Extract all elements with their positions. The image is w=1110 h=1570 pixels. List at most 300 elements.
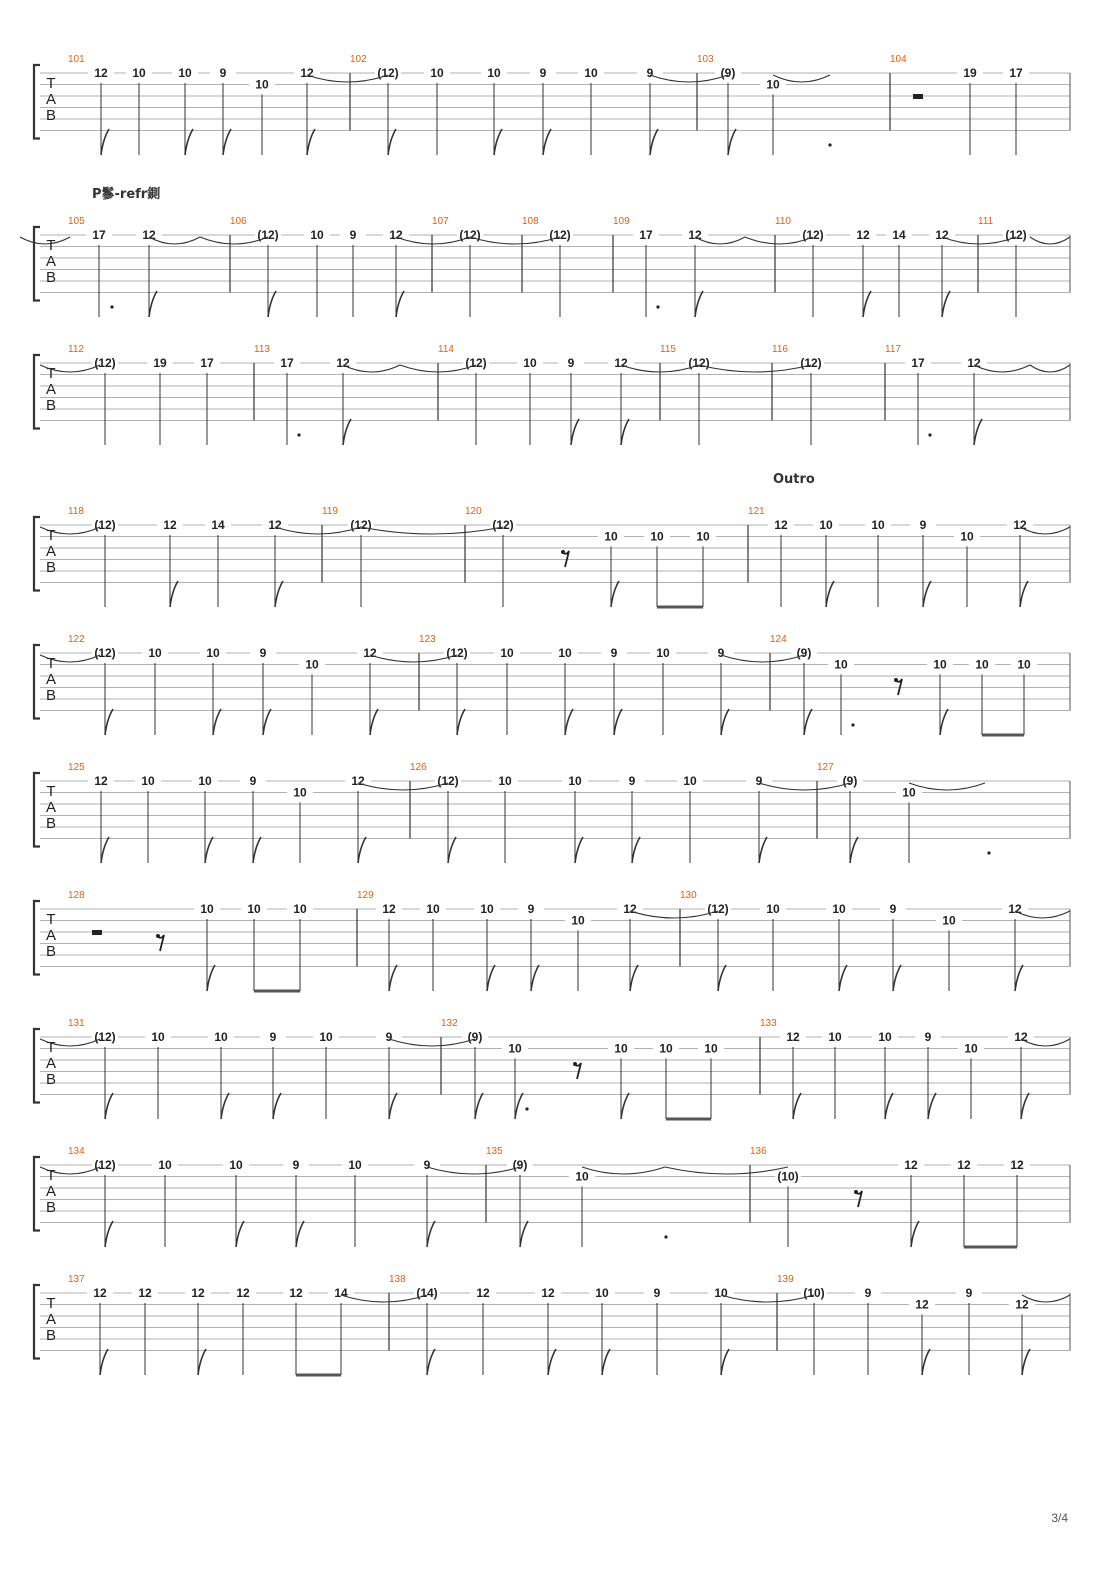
fret-number: 9 <box>249 774 257 788</box>
fret-number: 12 <box>476 1286 490 1300</box>
eighth-flag <box>695 291 703 317</box>
staff-lines <box>40 1037 1070 1095</box>
fret-number: (12) <box>94 518 116 532</box>
eighth-flag <box>207 965 215 991</box>
fret-number: 10 <box>1017 657 1031 672</box>
eighth-flag <box>389 1093 397 1119</box>
fret-number: 10 <box>819 518 833 532</box>
eighth-flag <box>571 419 579 445</box>
tie-arc <box>721 1295 814 1302</box>
fret-number: (12) <box>459 228 481 242</box>
tab-letter-a: A <box>45 91 57 108</box>
eighth-flag <box>370 709 378 735</box>
fret-number: 10 <box>198 774 212 788</box>
measure-number: 104 <box>890 54 907 65</box>
tab-letter-b: B <box>45 1071 57 1088</box>
fret-number: 10 <box>571 913 585 928</box>
measure-number: 102 <box>350 54 367 65</box>
staff-lines <box>40 363 1070 421</box>
fret-number: 14 <box>892 228 906 242</box>
eighth-flag <box>611 581 619 607</box>
measure-number: 106 <box>230 216 247 227</box>
tab-letter-b: B <box>45 269 57 286</box>
fret-number: 12 <box>142 228 156 242</box>
tab-letter-a: A <box>45 1183 57 1200</box>
eighth-flag <box>839 965 847 991</box>
fret-number: 17 <box>92 228 106 242</box>
tab-letter-b: B <box>45 687 57 704</box>
measure-number: 121 <box>748 506 765 517</box>
eighth-flag <box>275 581 283 607</box>
fret-number: 10 <box>659 1041 673 1056</box>
fret-number: (12) <box>377 66 399 80</box>
tab-system-1 <box>0 50 1110 170</box>
fret-number: (12) <box>802 228 824 242</box>
staff-bracket <box>34 227 40 301</box>
tie-arc <box>1030 365 1070 372</box>
eighth-flag <box>793 1093 801 1119</box>
fret-number: 10 <box>305 657 319 672</box>
section-label-outro: Outro <box>773 472 815 487</box>
eighth-flag <box>974 419 982 445</box>
eighth-flag <box>850 837 858 863</box>
eighth-flag <box>1020 581 1028 607</box>
fret-number: (12) <box>688 356 710 370</box>
fret-number: 10 <box>487 66 501 80</box>
tab-system-6 <box>0 758 1110 878</box>
fret-number: (12) <box>437 774 459 788</box>
measure-number: 126 <box>410 762 427 773</box>
fret-number: 10 <box>132 66 146 80</box>
measure-number: 122 <box>68 634 85 645</box>
tab-letter-b: B <box>45 943 57 960</box>
tab-letter-b: B <box>45 107 57 124</box>
fret-number: 10 <box>704 1041 718 1056</box>
eighth-flag <box>1021 1093 1029 1119</box>
fret-number: 10 <box>964 1041 978 1056</box>
tie-arc <box>1030 237 1070 244</box>
fret-number: 12 <box>614 356 628 370</box>
eighth-flag <box>236 1221 244 1247</box>
fret-number: 12 <box>236 1286 250 1300</box>
staff-lines <box>40 235 1070 293</box>
fret-number: (12) <box>492 518 514 532</box>
tab-letter-b: B <box>45 397 57 414</box>
eighth-flag <box>922 1349 930 1375</box>
tie-arc <box>370 655 457 662</box>
measure-number: 111 <box>978 216 994 227</box>
fret-number: (10) <box>803 1286 825 1300</box>
measure-number: 120 <box>465 506 482 517</box>
fret-number: 10 <box>650 529 664 544</box>
fret-number: 10 <box>878 1030 892 1044</box>
staff-lines <box>40 525 1070 583</box>
fret-number: 12 <box>1008 902 1022 916</box>
fret-number: 14 <box>334 1286 348 1300</box>
eighth-flag <box>1022 1349 1030 1375</box>
eighth-flag <box>515 1093 523 1119</box>
fret-number: 12 <box>1010 1158 1024 1172</box>
eighth-flag <box>826 581 834 607</box>
fret-number: 17 <box>911 356 925 370</box>
fret-number: (12) <box>257 228 279 242</box>
measure-number: 134 <box>68 1146 85 1157</box>
fret-number: 12 <box>1014 1030 1028 1044</box>
fret-number: 10 <box>614 1041 628 1056</box>
tab-letter-a: A <box>45 799 57 816</box>
fret-number: 12 <box>163 518 177 532</box>
eighth-flag <box>721 709 729 735</box>
fret-number: 9 <box>259 646 267 660</box>
measure-number: 112 <box>68 344 84 355</box>
fret-number: 10 <box>558 646 572 660</box>
tab-letter-t: T <box>46 1167 56 1184</box>
tab-system-2 <box>0 212 1110 332</box>
fret-number: 10 <box>426 902 440 916</box>
eighth-flag <box>721 1349 729 1375</box>
eighth-flag <box>602 1349 610 1375</box>
staff-bracket <box>34 355 40 429</box>
fret-number: 12 <box>957 1158 971 1172</box>
fret-number: (12) <box>94 1158 116 1172</box>
fret-number: 10 <box>293 902 307 916</box>
fret-number: 12 <box>300 66 314 80</box>
eighth-flag <box>149 291 157 317</box>
eighth-flag <box>804 709 812 735</box>
tab-letter-t: T <box>46 1295 56 1312</box>
tab-letter-a: A <box>45 1055 57 1072</box>
fret-number: 10 <box>178 66 192 80</box>
eighth-flag <box>863 291 871 317</box>
fret-number: 10 <box>714 1286 728 1300</box>
fret-number: (9) <box>512 1158 528 1172</box>
measure-number: 110 <box>775 216 791 227</box>
tab-letter-b: B <box>45 1327 57 1344</box>
measure-number: 123 <box>419 634 436 645</box>
fret-number: 10 <box>871 518 885 532</box>
fret-number: 12 <box>1013 518 1027 532</box>
fret-number: 10 <box>508 1041 522 1056</box>
fret-number: 10 <box>975 657 989 672</box>
eighth-flag <box>448 837 456 863</box>
measure-number: 103 <box>697 54 714 65</box>
fret-number: 10 <box>158 1158 172 1172</box>
fret-number: 9 <box>646 66 654 80</box>
fret-number: 12 <box>289 1286 303 1300</box>
fret-number: (10) <box>777 1169 799 1184</box>
fret-number: 10 <box>255 77 269 92</box>
tab-letter-t: T <box>46 1039 56 1056</box>
measure-number: 124 <box>770 634 787 645</box>
eighth-flag <box>427 1221 435 1247</box>
eighth-flag <box>650 129 658 155</box>
measure-number: 119 <box>322 506 338 517</box>
fret-number: 10 <box>348 1158 362 1172</box>
eighth-flag <box>942 291 950 317</box>
rhythm-dot <box>525 1107 528 1110</box>
eighth-flag <box>531 965 539 991</box>
fret-number: 9 <box>919 518 927 532</box>
fret-number: 10 <box>942 913 956 928</box>
fret-number: 10 <box>696 529 710 544</box>
fret-number: 10 <box>500 646 514 660</box>
eighth-flag <box>223 129 231 155</box>
staff-bracket <box>34 645 40 719</box>
staff-bracket <box>34 901 40 975</box>
tab-letter-t: T <box>46 237 56 254</box>
fret-number: 12 <box>138 1286 152 1300</box>
tie-arc <box>699 365 811 372</box>
eighth-flag <box>575 837 583 863</box>
fret-number: 12 <box>351 774 365 788</box>
fret-number: 12 <box>389 228 403 242</box>
staff-bracket <box>34 517 40 591</box>
staff-lines <box>40 653 1070 711</box>
fret-number: 19 <box>153 356 167 370</box>
staff-bracket <box>34 1029 40 1103</box>
fret-number: 12 <box>541 1286 555 1300</box>
measure-number: 117 <box>885 344 901 355</box>
fret-number: 12 <box>915 1297 929 1312</box>
eighth-flag <box>923 581 931 607</box>
eighth-flag <box>718 965 726 991</box>
fret-number: 10 <box>568 774 582 788</box>
rhythm-dot <box>987 851 990 854</box>
fret-number: 17 <box>639 228 653 242</box>
eighth-flag <box>548 1349 556 1375</box>
fret-number: 10 <box>584 66 598 80</box>
half-rest <box>913 94 923 99</box>
fret-number: (12) <box>1005 228 1027 242</box>
eighth-flag <box>621 1093 629 1119</box>
fret-number: (12) <box>465 356 487 370</box>
eighth-flag <box>621 419 629 445</box>
tie-arc <box>665 1167 788 1174</box>
eighth-flag <box>343 419 351 445</box>
fret-number: 9 <box>385 1030 393 1044</box>
fret-number: 9 <box>349 228 357 242</box>
eighth-flag <box>273 1093 281 1119</box>
measure-number: 109 <box>613 216 630 227</box>
eighth-flag <box>885 1093 893 1119</box>
fret-number: 12 <box>94 66 108 80</box>
measure-number: 107 <box>432 216 449 227</box>
eighth-flag <box>520 1221 528 1247</box>
staff-bracket <box>34 1157 40 1231</box>
fret-number: 10 <box>656 646 670 660</box>
tie-arc <box>427 1167 520 1174</box>
eighth-flag <box>565 709 573 735</box>
staff-bracket <box>34 65 40 139</box>
fret-number: 10 <box>523 356 537 370</box>
tab-system-4 <box>0 502 1110 622</box>
rhythm-dot <box>297 433 300 436</box>
measure-number: 133 <box>760 1018 777 1029</box>
eighth-flag <box>494 129 502 155</box>
eighth-flag <box>632 837 640 863</box>
tab-letter-a: A <box>45 927 57 944</box>
eighth-flag <box>389 965 397 991</box>
fret-number: 12 <box>688 228 702 242</box>
fret-number: (14) <box>416 1286 438 1300</box>
tie-arc <box>759 783 850 790</box>
fret-number: 9 <box>423 1158 431 1172</box>
fret-number: 10 <box>247 902 261 916</box>
fret-number: 19 <box>963 66 977 80</box>
eighth-flag <box>213 709 221 735</box>
fret-number: 10 <box>575 1169 589 1184</box>
fret-number: (9) <box>467 1030 483 1044</box>
staff-lines <box>40 909 1070 967</box>
fret-number: 10 <box>766 77 780 92</box>
fret-number: 14 <box>211 518 225 532</box>
fret-number: 10 <box>214 1030 228 1044</box>
tab-system-7 <box>0 886 1110 1006</box>
fret-number: 12 <box>856 228 870 242</box>
eighth-flag <box>630 965 638 991</box>
staff-bracket <box>34 773 40 847</box>
fret-number: 12 <box>382 902 396 916</box>
eighth-flag <box>427 1349 435 1375</box>
fret-number: 9 <box>653 1286 661 1300</box>
fret-number: 9 <box>539 66 547 80</box>
fret-number: 10 <box>148 646 162 660</box>
measure-number: 114 <box>438 344 454 355</box>
fret-number: 9 <box>610 646 618 660</box>
fret-number: 9 <box>924 1030 932 1044</box>
eighth-flag <box>543 129 551 155</box>
fret-number: 12 <box>268 518 282 532</box>
fret-number: 12 <box>623 902 637 916</box>
fret-number: 12 <box>336 356 350 370</box>
eighth-flag <box>101 129 109 155</box>
tab-system-3 <box>0 340 1110 460</box>
measure-number: 136 <box>750 1146 767 1157</box>
measure-number: 125 <box>68 762 85 773</box>
tab-system-10 <box>0 1270 1110 1390</box>
eighth-flag <box>759 837 767 863</box>
fret-number: 9 <box>527 902 535 916</box>
fret-number: 9 <box>755 774 763 788</box>
eighth-flag <box>928 1093 936 1119</box>
tab-letter-t: T <box>46 365 56 382</box>
fret-number: 12 <box>786 1030 800 1044</box>
fret-number: 17 <box>1009 66 1023 80</box>
measure-number: 116 <box>772 344 788 355</box>
fret-number: 10 <box>151 1030 165 1044</box>
fret-number: 9 <box>864 1286 872 1300</box>
fret-number: (12) <box>94 1030 116 1044</box>
staff-bracket <box>34 1285 40 1359</box>
fret-number: 10 <box>498 774 512 788</box>
eighth-flag <box>101 837 109 863</box>
fret-number: (12) <box>707 902 729 916</box>
tab-system-9 <box>0 1142 1110 1262</box>
eighth-flag <box>388 129 396 155</box>
fret-number: 9 <box>269 1030 277 1044</box>
fret-number: 12 <box>94 774 108 788</box>
eighth-flag <box>253 837 261 863</box>
fret-number: (12) <box>350 518 372 532</box>
fret-number: 12 <box>904 1158 918 1172</box>
fret-number: 17 <box>280 356 294 370</box>
fret-number: (12) <box>94 646 116 660</box>
fret-number: 9 <box>292 1158 300 1172</box>
fret-number: 9 <box>889 902 897 916</box>
fret-number: 10 <box>310 228 324 242</box>
tab-letter-t: T <box>46 527 56 544</box>
fret-number: 10 <box>604 529 618 544</box>
fret-number: 12 <box>191 1286 205 1300</box>
tie-arc <box>470 237 560 244</box>
measure-number: 127 <box>817 762 834 773</box>
eighth-flag <box>396 291 404 317</box>
fret-number: 10 <box>834 657 848 672</box>
eighth-flag <box>457 709 465 735</box>
page-number: 3/4 <box>1051 1511 1068 1525</box>
tab-letter-t: T <box>46 911 56 928</box>
eighth-flag <box>105 1221 113 1247</box>
tab-letter-t: T <box>46 655 56 672</box>
measure-number: 128 <box>68 890 85 901</box>
eighth-flag <box>911 1221 919 1247</box>
fret-number: 9 <box>219 66 227 80</box>
tab-letter-b: B <box>45 1199 57 1216</box>
fret-number: 10 <box>480 902 494 916</box>
fret-number: 10 <box>229 1158 243 1172</box>
tab-letter-t: T <box>46 75 56 92</box>
section-label-refrain: P鬖-refr鍘 <box>92 187 161 202</box>
eighth-flag <box>268 291 276 317</box>
fret-number: 10 <box>319 1030 333 1044</box>
measure-number: 135 <box>486 1146 503 1157</box>
tie-arc <box>630 911 718 918</box>
eighth-flag <box>221 1093 229 1119</box>
eighth-flag <box>105 709 113 735</box>
fret-number: 12 <box>93 1286 107 1300</box>
fret-number: (12) <box>800 356 822 370</box>
tie-arc <box>358 783 448 790</box>
fret-number: 10 <box>960 529 974 544</box>
fret-number: 10 <box>141 774 155 788</box>
measure-number: 138 <box>389 1274 406 1285</box>
fret-number: 10 <box>206 646 220 660</box>
rhythm-dot <box>851 723 854 726</box>
eighth-flag <box>1015 965 1023 991</box>
fret-number: (9) <box>720 66 736 80</box>
fret-number: 10 <box>832 902 846 916</box>
fret-number: (12) <box>94 356 116 370</box>
fret-number: 9 <box>567 356 575 370</box>
tab-letter-b: B <box>45 815 57 832</box>
fret-number: 10 <box>595 1286 609 1300</box>
eighth-flag <box>358 837 366 863</box>
fret-number: 12 <box>774 518 788 532</box>
tab-letter-a: A <box>45 253 57 270</box>
measure-number: 132 <box>441 1018 458 1029</box>
tab-letter-a: A <box>45 671 57 688</box>
fret-number: 9 <box>717 646 725 660</box>
eighth-flag <box>105 1093 113 1119</box>
tab-letter-a: A <box>45 1311 57 1328</box>
eighth-flag <box>296 1221 304 1247</box>
fret-number: 12 <box>363 646 377 660</box>
eighth-flag <box>198 1349 206 1375</box>
half-rest <box>92 930 102 935</box>
eighth-flag <box>728 129 736 155</box>
eighth-flag <box>263 709 271 735</box>
staff-lines <box>40 1165 1070 1223</box>
